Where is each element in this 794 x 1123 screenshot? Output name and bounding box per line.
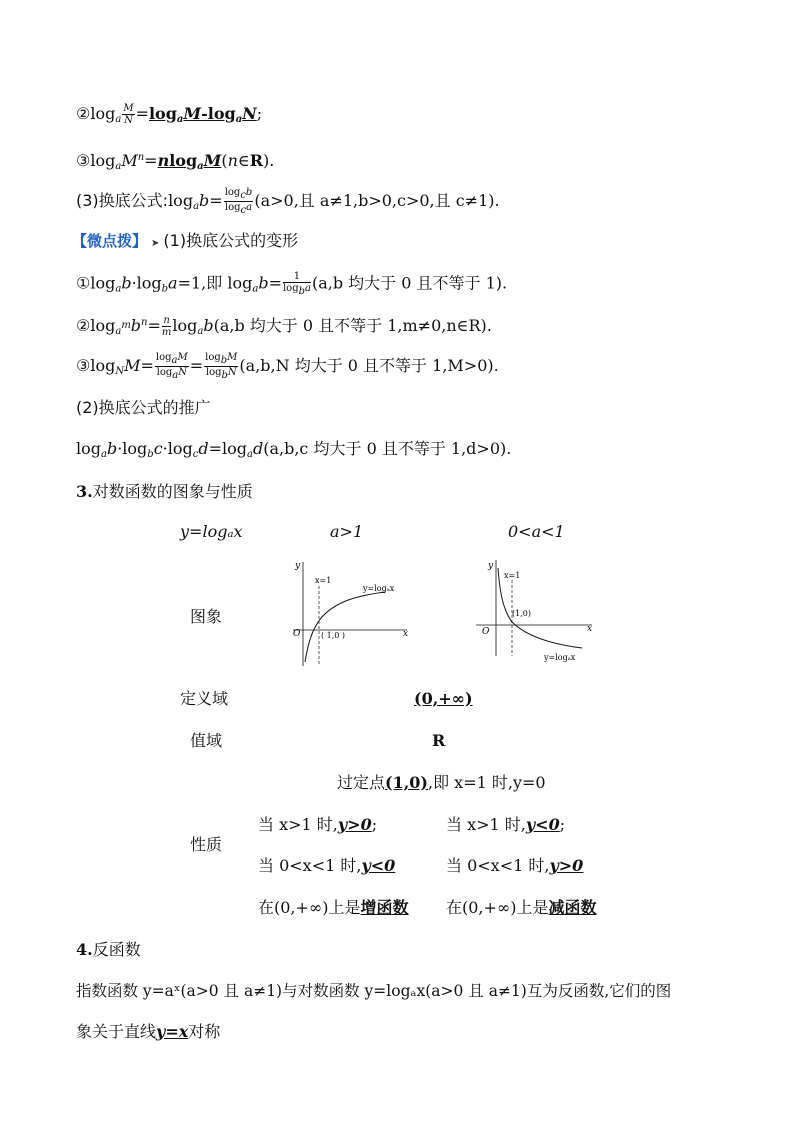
fixed-point-row: 过定点(1,0),即 x=1 时,y=0 (337, 773, 546, 792)
domain-value: (0,+∞) (414, 689, 473, 708)
item-marker: ② (76, 104, 91, 123)
tip-sub2-title: (2)换底公式的推广 (76, 398, 211, 417)
formula-change-base: (3)换底公式$:\log_ab=$ $\frac{\log_cb}{\log_ca}$ (a>0,且 a≠1,b>0,c>0,且 c≠1). (76, 187, 500, 216)
asymptote-label: x=1 (315, 576, 332, 585)
y-axis-label: y (488, 561, 494, 571)
prop-1-right: 当 x>1 时,y<0; (446, 815, 566, 834)
row-label-property: 性质 (190, 835, 223, 854)
curve-label: y=logₐx (544, 653, 576, 662)
tip-heading: 【微点拨】 ➤ (1)换底公式的变形 (72, 231, 299, 250)
item-marker: ③ (76, 151, 91, 170)
fixed-point-label: ( 1,0 ) (321, 631, 346, 640)
section4-title: 4.反函数 (76, 940, 141, 959)
asymptote-label: x=1 (504, 571, 521, 580)
origin-label: O (293, 629, 301, 639)
y-axis-label: y (295, 561, 301, 571)
tip-formula-2: $②\log_{a^m}b^n=$ $\frac{n}{m}$ $\log_ab(a,b$ 均大于 0 且不等于 1,m≠0,n∈R). (76, 315, 492, 338)
prop-3-right: 在(0,+∞)上是减函数 (446, 898, 597, 917)
table-header-col1: a>1 (330, 522, 364, 541)
table-header-col2: 0<a<1 (508, 522, 565, 541)
formula-quotient: $②\log_a$ $\frac{M}{N}$ $=\log_aM-\log_aN$; (76, 103, 263, 126)
prop-1-left: 当 x>1 时,y>0; (258, 815, 378, 834)
row-label-graph: 图象 (190, 607, 223, 626)
fixed-point-label: (1,0) (512, 609, 531, 618)
graph-log-increasing (285, 556, 415, 671)
graph-log-decreasing (470, 556, 600, 671)
triangle-arrow-icon: ➤ (151, 238, 160, 249)
tip-formula-chain: $\log_ab\cdot\log_bc\cdot\log_cd=\log_ad(a,b,c$ 均大于 0 且不等于 1,d>0). (76, 439, 512, 460)
section4-text-2: 象关于直线y=x对称 (76, 1022, 221, 1041)
range-value: R (432, 731, 446, 750)
tip-tag: 【微点拨】 (72, 232, 148, 250)
curve-label: y=logₐx (363, 584, 395, 593)
prop-3-left: 在(0,+∞)上是增函数 (258, 898, 409, 917)
row-label-range: 值域 (190, 731, 223, 750)
x-axis-label: x (587, 624, 593, 634)
origin-label: O (482, 627, 490, 637)
table-header-func: y=logₐx (180, 522, 243, 541)
section4-text-1: 指数函数 y=aˣ(a>0 且 a≠1)与对数函数 y=logₐx(a>0 且 a≠1)互为反函数,它们的图 (76, 982, 672, 1000)
formula-power: $③\log_aM^n=nlog_aM(n\in R)$. (76, 151, 275, 172)
tip-formula-1: $①\log_ab\cdot\log_ba=1$,即 $\log_ab=$ $\frac{1}{\log_ba}$ (a,b 均大于 0 且不等于 1). (76, 271, 508, 297)
prop-2-left: 当 0<x<1 时,y<0 (258, 856, 396, 875)
tip-formula-3: $③\log_NM=$ $\frac{\log_aM}{\log_aN}$ = $\frac{\log_bM}{\log_bN}$ (a,b,N 均大于 0 且不等于 1,M>0). (76, 352, 499, 381)
x-axis-label: x (403, 629, 409, 639)
row-label-domain: 定义域 (180, 689, 229, 708)
section3-title: 3.对数函数的图象与性质 (76, 482, 253, 501)
prop-2-right: 当 0<x<1 时,y>0 (446, 856, 584, 875)
